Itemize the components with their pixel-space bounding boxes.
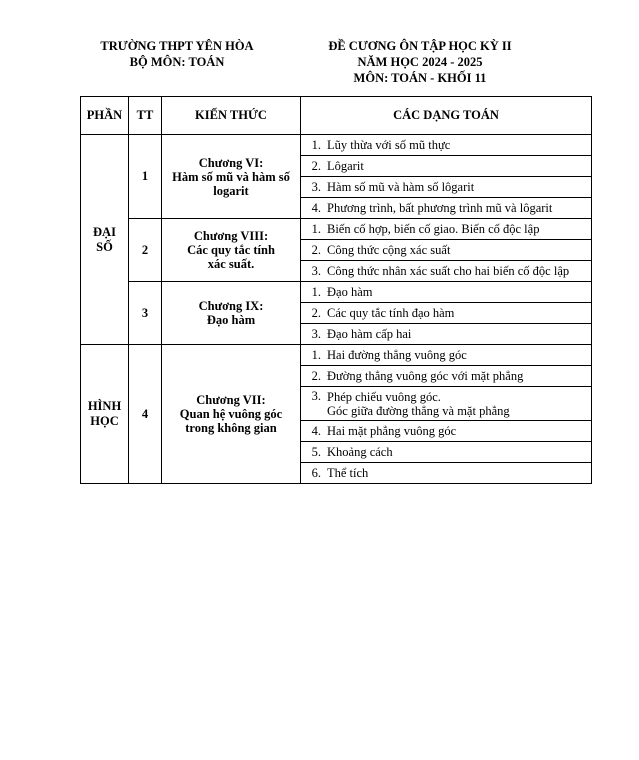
school-year: NĂM HỌC 2024 - 2025 (357, 55, 483, 69)
chapter-name: Chương VII: (196, 393, 266, 407)
chapter-name: Chương IX: (198, 299, 264, 313)
column-header-part: PHẦN (81, 97, 129, 135)
chapter-cell (162, 345, 301, 484)
table-row (81, 135, 592, 156)
part-geometry: HÌNH HỌC (81, 345, 129, 484)
topic-cell: 2. Lôgarit (301, 156, 592, 177)
topic-text: Công thức cộng xác suất (327, 243, 451, 257)
tt-cell: 1 (129, 135, 162, 219)
chapter-desc: Đạo hàm (206, 313, 256, 327)
topic-cell: 1. Hai đường thẳng vuông góc (301, 345, 592, 366)
topic-text: Hàm số mũ và hàm số lôgarit (327, 180, 475, 194)
table-row (81, 219, 592, 240)
topic-cell: 3. Công thức nhân xác suất cho hai biến cố độc lập (301, 261, 592, 282)
topic-text: Đạo hàm (327, 285, 373, 299)
chapter-desc: Hàm số mũ và hàm số logarit (172, 169, 290, 198)
topic-text: Các quy tắc tính đạo hàm (327, 306, 455, 320)
topic-text: Phép chiếu vuông góc. Góc giữa đường thẳng và mặt phẳng (327, 389, 510, 418)
chapter-cell (162, 135, 301, 219)
topic-text: Đạo hàm cấp hai (327, 327, 412, 341)
chapter-desc: Các quy tắc tính xác suất. (187, 243, 275, 271)
chapter-desc: Quan hệ vuông góc trong không gian (179, 407, 283, 435)
document-title: ĐỀ CƯƠNG ÔN TẬP HỌC KỲ II (328, 39, 512, 53)
topic-cell: 3. Đạo hàm cấp hai (301, 324, 592, 345)
topic-cell: 1. Lũy thừa với số mũ thực (301, 135, 592, 156)
column-header-problem-types: CÁC DẠNG TOÁN (301, 97, 592, 135)
subject-grade: MÔN: TOÁN - KHỐI 11 (353, 71, 487, 85)
tt-cell: 4 (129, 345, 162, 484)
topic-cell: 3. Hàm số mũ và hàm số lôgarit (301, 177, 592, 198)
topic-text: Công thức nhân xác suất cho hai biến cố độc lập (327, 264, 570, 278)
topic-text: Khoảng cách (327, 445, 393, 459)
topic-cell: 5. Khoảng cách (301, 442, 592, 463)
topic-cell: 4. Hai mặt phẳng vuông góc (301, 421, 592, 442)
tt-cell: 2 (129, 219, 162, 282)
topic-cell: 1. Đạo hàm (301, 282, 592, 303)
tt-cell: 3 (129, 282, 162, 345)
topic-text: Hai mặt phẳng vuông góc (327, 424, 457, 438)
outline-table (80, 96, 592, 484)
topic-text: Đường thẳng vuông góc với mặt phẳng (327, 369, 524, 383)
topic-text: Thể tích (327, 466, 369, 480)
topic-text: Phương trình, bất phương trình mũ và lôgarit (327, 201, 553, 215)
document-header (300, 38, 540, 86)
chapter-name: Chương VI: (198, 155, 264, 170)
topic-text: Hai đường thẳng vuông góc (327, 348, 467, 362)
chapter-cell (162, 219, 301, 282)
topic-text: Lũy thừa với số mũ thực (327, 138, 451, 152)
part-algebra: ĐẠI SỐ (81, 135, 129, 345)
topic-cell: 3. Phép chiếu vuông góc. Góc giữa đường thẳng và mặt phẳng (301, 387, 592, 421)
topic-cell: 4. Phương trình, bất phương trình mũ và lôgarit (301, 198, 592, 219)
chapter-name: Chương VIII: (193, 229, 269, 243)
column-header-knowledge: KIẾN THỨC (162, 97, 301, 135)
table-row (81, 282, 592, 303)
topic-cell: 2. Công thức cộng xác suất (301, 240, 592, 261)
topic-cell: 1. Biến cố hợp, biến cố giao. Biến cố độc lập (301, 219, 592, 240)
school-header (82, 38, 272, 70)
column-header-tt: TT (129, 97, 162, 135)
topic-cell: 2. Các quy tắc tính đạo hàm (301, 303, 592, 324)
table-row (81, 345, 592, 366)
school-name: TRƯỜNG THPT YÊN HÒA (100, 39, 254, 53)
topic-cell: 6. Thể tích (301, 463, 592, 484)
table-header-row (81, 97, 592, 135)
topic-text: Lôgarit (327, 159, 364, 173)
department-name: BỘ MÔN: TOÁN (129, 55, 225, 69)
chapter-cell (162, 282, 301, 345)
topic-cell: 2. Đường thẳng vuông góc với mặt phẳng (301, 366, 592, 387)
topic-text: Biến cố hợp, biến cố giao. Biến cố độc lập (327, 222, 540, 236)
